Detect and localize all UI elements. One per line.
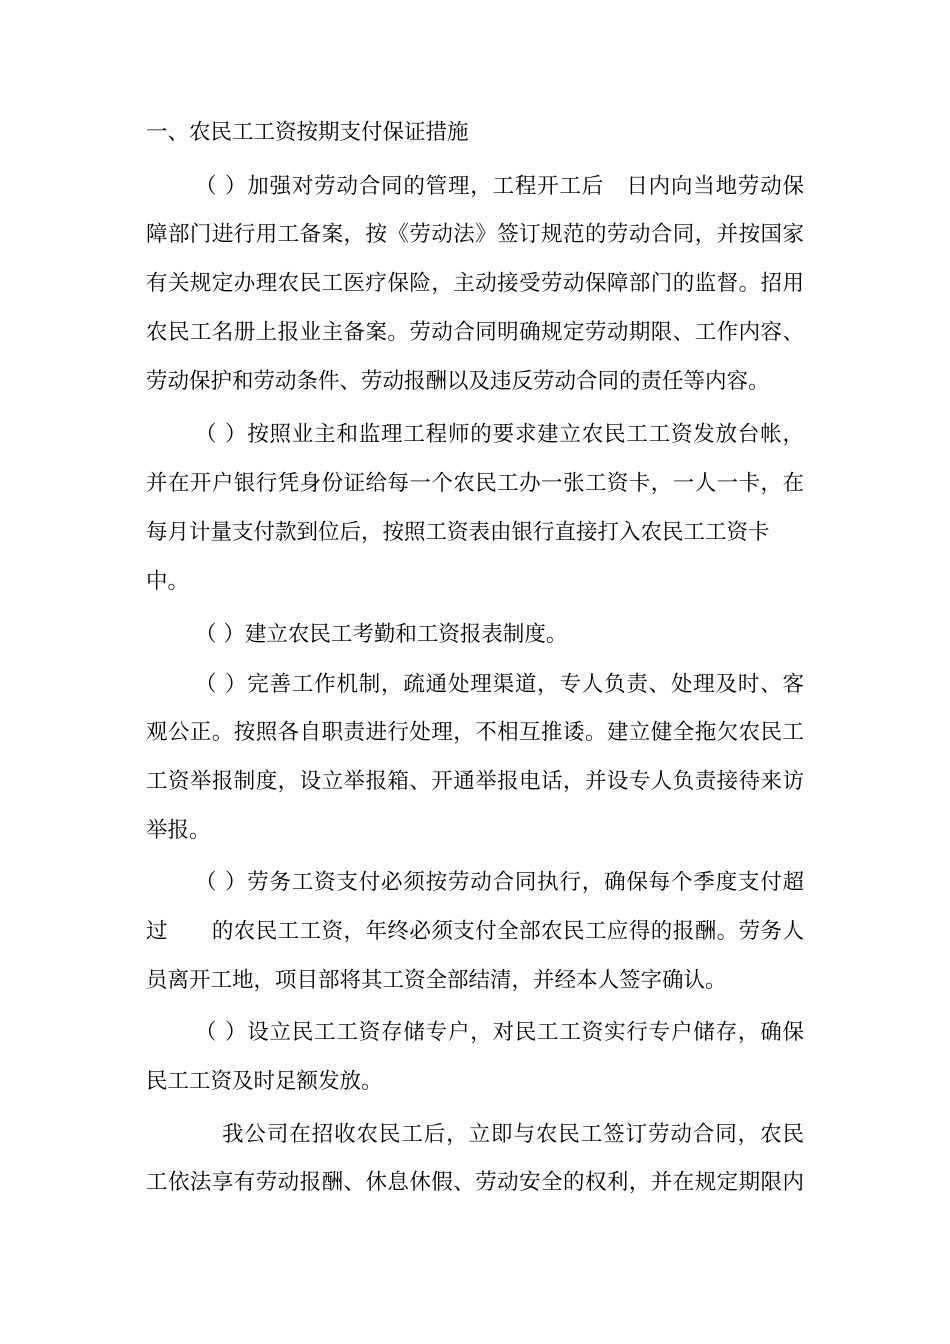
paragraph-7-line-2: 工依法享有劳动报酬、休息休假、劳动安全的权利，并在规定期限内 <box>146 1170 804 1195</box>
paragraph-1-line-3: 有关规定办理农民工医疗保险，主动接受劳动保障部门的监督。招用 <box>146 271 804 296</box>
paragraph-2-line-1: （ ）按照业主和监理工程师的要求建立农民工工资发放台帐， <box>195 422 804 447</box>
paragraph-1-line-2: 障部门进行用工备案，按《劳动法》签订规范的劳动合同，并按国家 <box>146 222 804 247</box>
paragraph-1-line-5: 劳动保护和劳动条件、劳动报酬以及违反劳动合同的责任等内容。 <box>146 369 770 394</box>
paragraph-5-line-2: 过 的农民工工资，年终必须支付全部农民工应得的报酬。劳务人 <box>146 919 804 944</box>
paragraph-1-line-4: 农民工名册上报业主备案。劳动合同明确规定劳动期限、工作内容、 <box>146 320 804 345</box>
paragraph-2-line-2: 并在开户银行凭身份证给每一个农民工办一张工资卡，一人一卡，在 <box>146 471 804 496</box>
paragraph-5-line-1: （ ）劳务工资支付必须按劳动合同执行，确保每个季度支付超 <box>195 870 804 895</box>
paragraph-4-line-4: 举报。 <box>146 818 211 843</box>
paragraph-2-line-4: 中。 <box>146 569 190 594</box>
paragraph-4-line-2: 观公正。按照各自职责进行处理，不相互推诿。建立健全拖欠农民工 <box>146 720 804 745</box>
paragraph-1-line-1: （ ）加强对劳动合同的管理，工程开工后 日内向当地劳动保 <box>195 174 804 199</box>
paragraph-6-line-1: （ ）设立民工工资存储专户，对民工工资实行专户储存，确保 <box>195 1020 804 1045</box>
paragraph-3-line-1: （ ）建立农民工考勤和工资报表制度。 <box>195 622 568 647</box>
paragraph-5-line-3: 员离开工地，项目部将其工资全部结清，并经本人签字确认。 <box>146 968 727 993</box>
paragraph-4-line-3: 工资举报制度，设立举报箱、开通举报电话，并设专人负责接待来访 <box>146 769 804 794</box>
paragraph-7-line-1: 我公司在招收农民工后，立即与农民工签订劳动合同，农民 <box>222 1122 804 1147</box>
paragraph-2-line-3: 每月计量支付款到位后，按照工资表由银行直接打入农民工工资卡 <box>146 520 770 545</box>
paragraph-6-line-2: 民工工资及时足额发放。 <box>146 1069 383 1094</box>
section-heading: 一、农民工工资按期支付保证措施 <box>146 120 469 145</box>
paragraph-4-line-1: （ ）完善工作机制，疏通处理渠道，专人负责、处理及时、客 <box>195 672 804 697</box>
